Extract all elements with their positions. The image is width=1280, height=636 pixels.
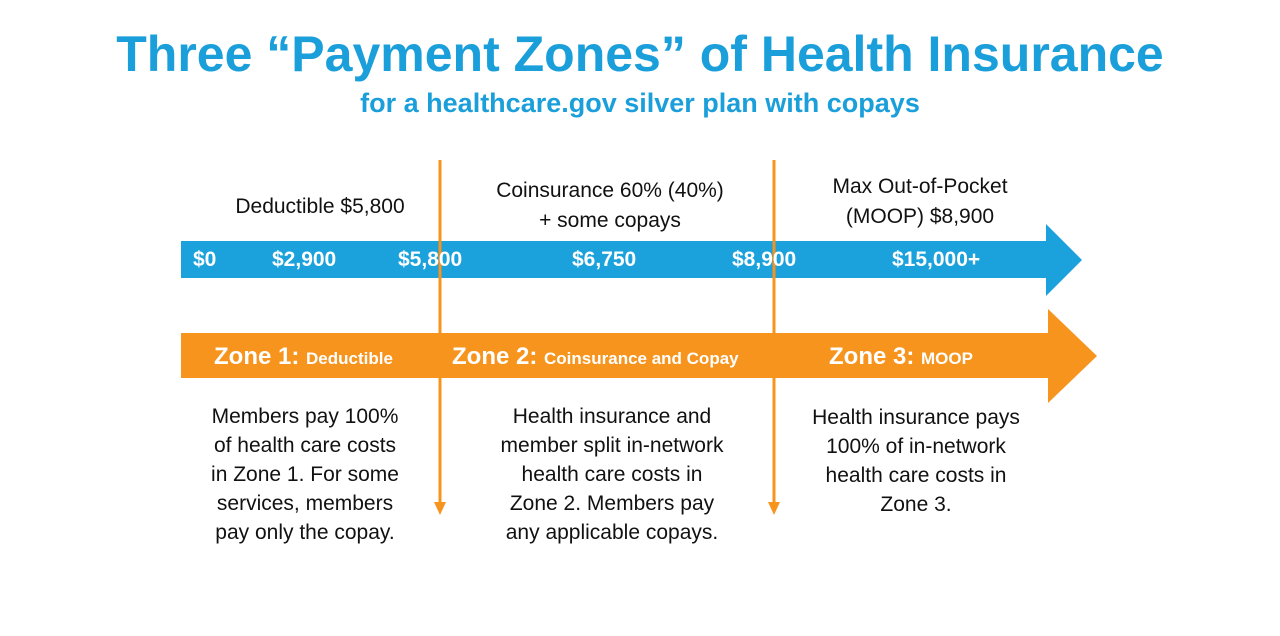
desc-line: 100% of in-network — [826, 435, 1006, 458]
tick-8900: $8,900 — [732, 248, 797, 271]
moop-line-1: Max Out-of-Pocket — [832, 175, 1008, 198]
desc-line: of health care costs — [213, 434, 397, 457]
zone-2-label — [452, 342, 739, 374]
deductible-label: Deductible $5,800 — [235, 195, 405, 218]
page-subtitle: for a healthcare.gov silver plan with copays — [360, 88, 920, 118]
zone-1-name: Zone 1: — [214, 343, 300, 370]
zone-1-description — [180, 402, 430, 547]
zone-2-description — [472, 402, 752, 547]
moop-label — [790, 172, 1050, 232]
desc-line: health care costs in — [825, 464, 1007, 487]
zone-2-detail: Coinsurance and Copay — [544, 349, 739, 368]
desc-line: any applicable copays. — [505, 521, 719, 544]
tick-2900: $2,900 — [272, 248, 337, 271]
zone-3-description — [780, 403, 1052, 519]
zone-3-name: Zone 3: — [829, 343, 915, 370]
page-title: Three “Payment Zones” of Health Insurance — [116, 26, 1164, 82]
desc-line: member split in-network — [500, 434, 724, 457]
desc-line: in Zone 1. For some — [211, 463, 399, 486]
zone-1-detail: Deductible — [306, 349, 393, 368]
zone-2-name: Zone 2: — [452, 343, 538, 370]
coinsurance-line-2: + some copays — [539, 209, 681, 232]
desc-line: Health insurance and — [512, 405, 712, 428]
zone-3-label — [829, 342, 973, 374]
desc-line: health care costs in — [521, 463, 703, 486]
tick-5800: $5,800 — [398, 248, 463, 271]
tick-6750: $6,750 — [572, 248, 637, 271]
moop-line-2: (MOOP) $8,900 — [845, 205, 995, 228]
zone-3-detail: MOOP — [921, 349, 973, 368]
desc-line: Zone 3. — [880, 493, 952, 516]
desc-line: Zone 2. Members pay — [509, 492, 715, 515]
tick-15000: $15,000+ — [892, 248, 981, 271]
zone-1-label — [214, 342, 393, 374]
desc-line: services, members — [216, 492, 394, 515]
desc-line: pay only the copay. — [215, 521, 395, 544]
coinsurance-label — [460, 176, 760, 236]
desc-line: Health insurance pays — [812, 406, 1020, 429]
tick-0: $0 — [193, 248, 217, 271]
coinsurance-line-1: Coinsurance 60% (40%) — [496, 179, 724, 202]
desc-line: Members pay 100% — [211, 405, 399, 428]
